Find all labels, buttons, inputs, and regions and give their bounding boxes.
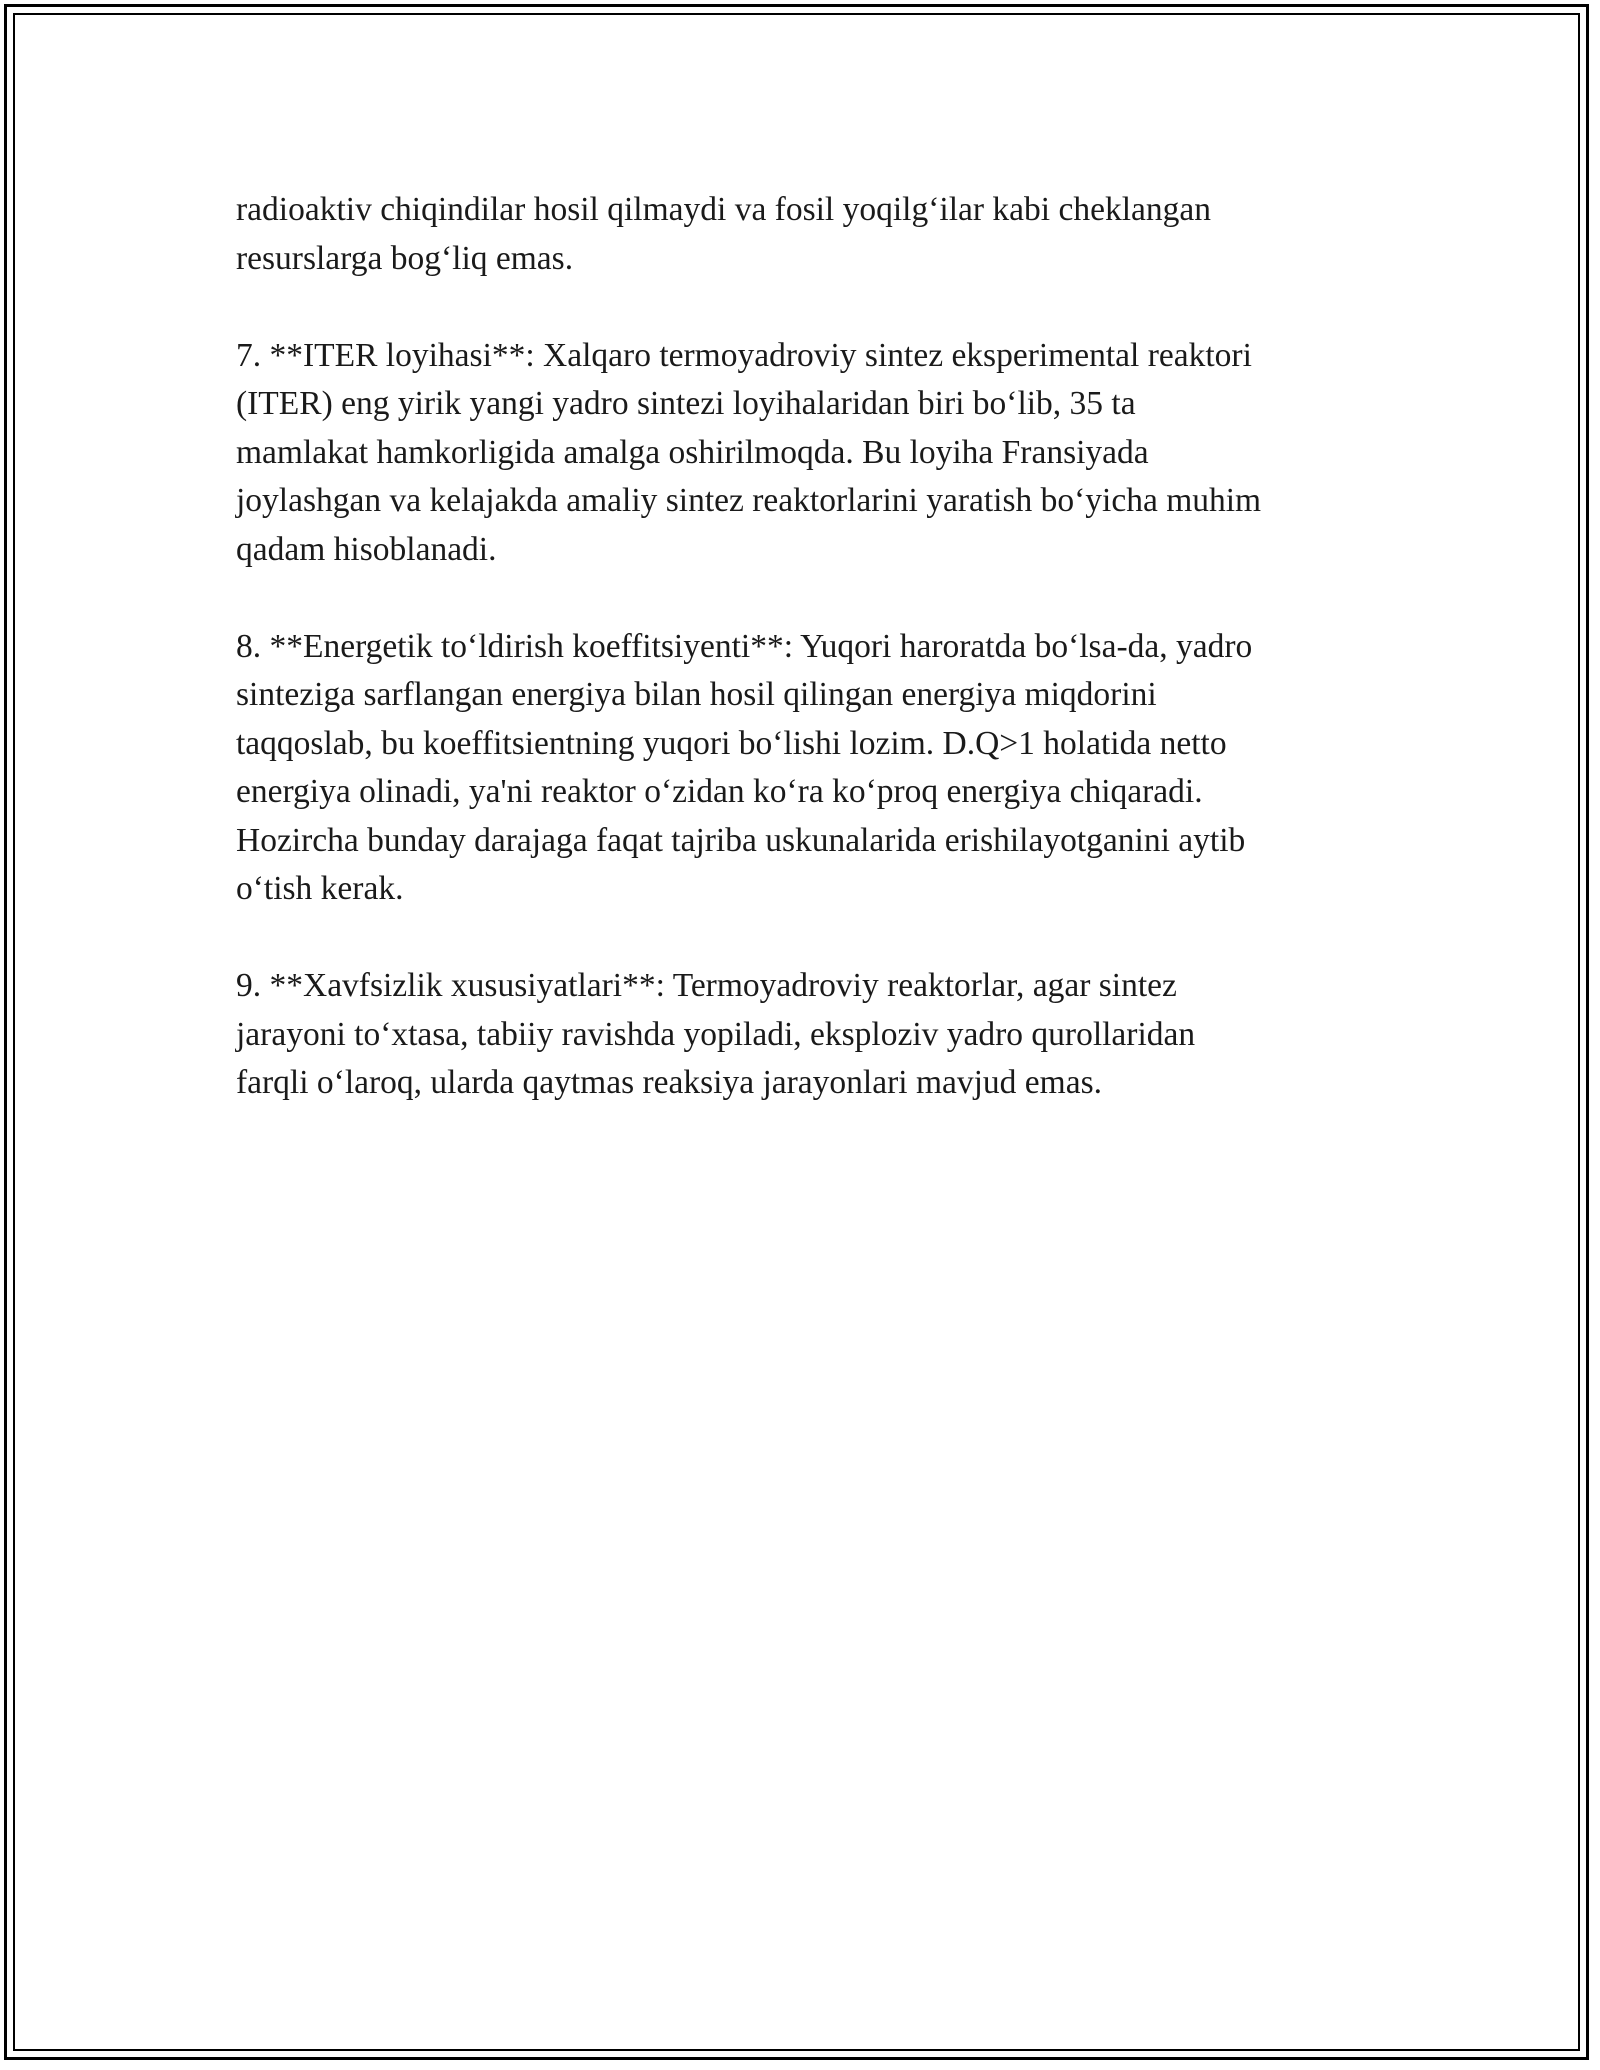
paragraph-item-8-energy-coefficient: 8. **Energetik to‘ldirish koeffitsiyenti**: Yuqori haroratda bo‘lsa-da, yadro sinteziga sarflangan energiya bilan hosil qilingan energiya miqdorini taqqoslab, bu koeffitsientning yuqori bo‘lishi lozim. D.Q>1 holatida netto energiya olinadi, ya'ni reaktor o‘zidan ko‘ra ko‘proq energiya chiqaradi. Hozircha bunday darajaga faqat tajriba uskunalarida erishilayotganini aytib o‘tish kerak. bbox=[236, 627, 1253, 907]
paragraph-item-9-safety: 9. **Xavfsizlik xususiyatlari**: Termoyadroviy reaktorlar, agar sintez jarayoni to‘xtasa, tabiiy ravishda yopiladi, eksploziv yadro qurollaridan farqli o‘laroq, ularda qaytmas reaksiya jarayonlari mavjud emas. bbox=[236, 967, 1196, 1101]
document-body bbox=[236, 186, 1366, 1156]
paragraph-item-7-iter: 7. **ITER loyihasi**: Xalqaro termoyadroviy sintez eksperimental reaktori (ITER) eng yirik yangi yadro sintezi loyihalaridan biri bo‘lib, 35 ta mamlakat hamkorligida amalga oshirilmoqda. Bu loyiha Fransiyada joylashgan va kelajakda amaliy sintez reaktorlarini yaratish bo‘yicha muhim qadam hisoblanadi. bbox=[236, 336, 1262, 568]
paragraph-continuation: radioaktiv chiqindilar hosil qilmaydi va fosil yoqilg‘ilar kabi cheklangan resurslarga bog‘liq emas. bbox=[236, 191, 1211, 277]
